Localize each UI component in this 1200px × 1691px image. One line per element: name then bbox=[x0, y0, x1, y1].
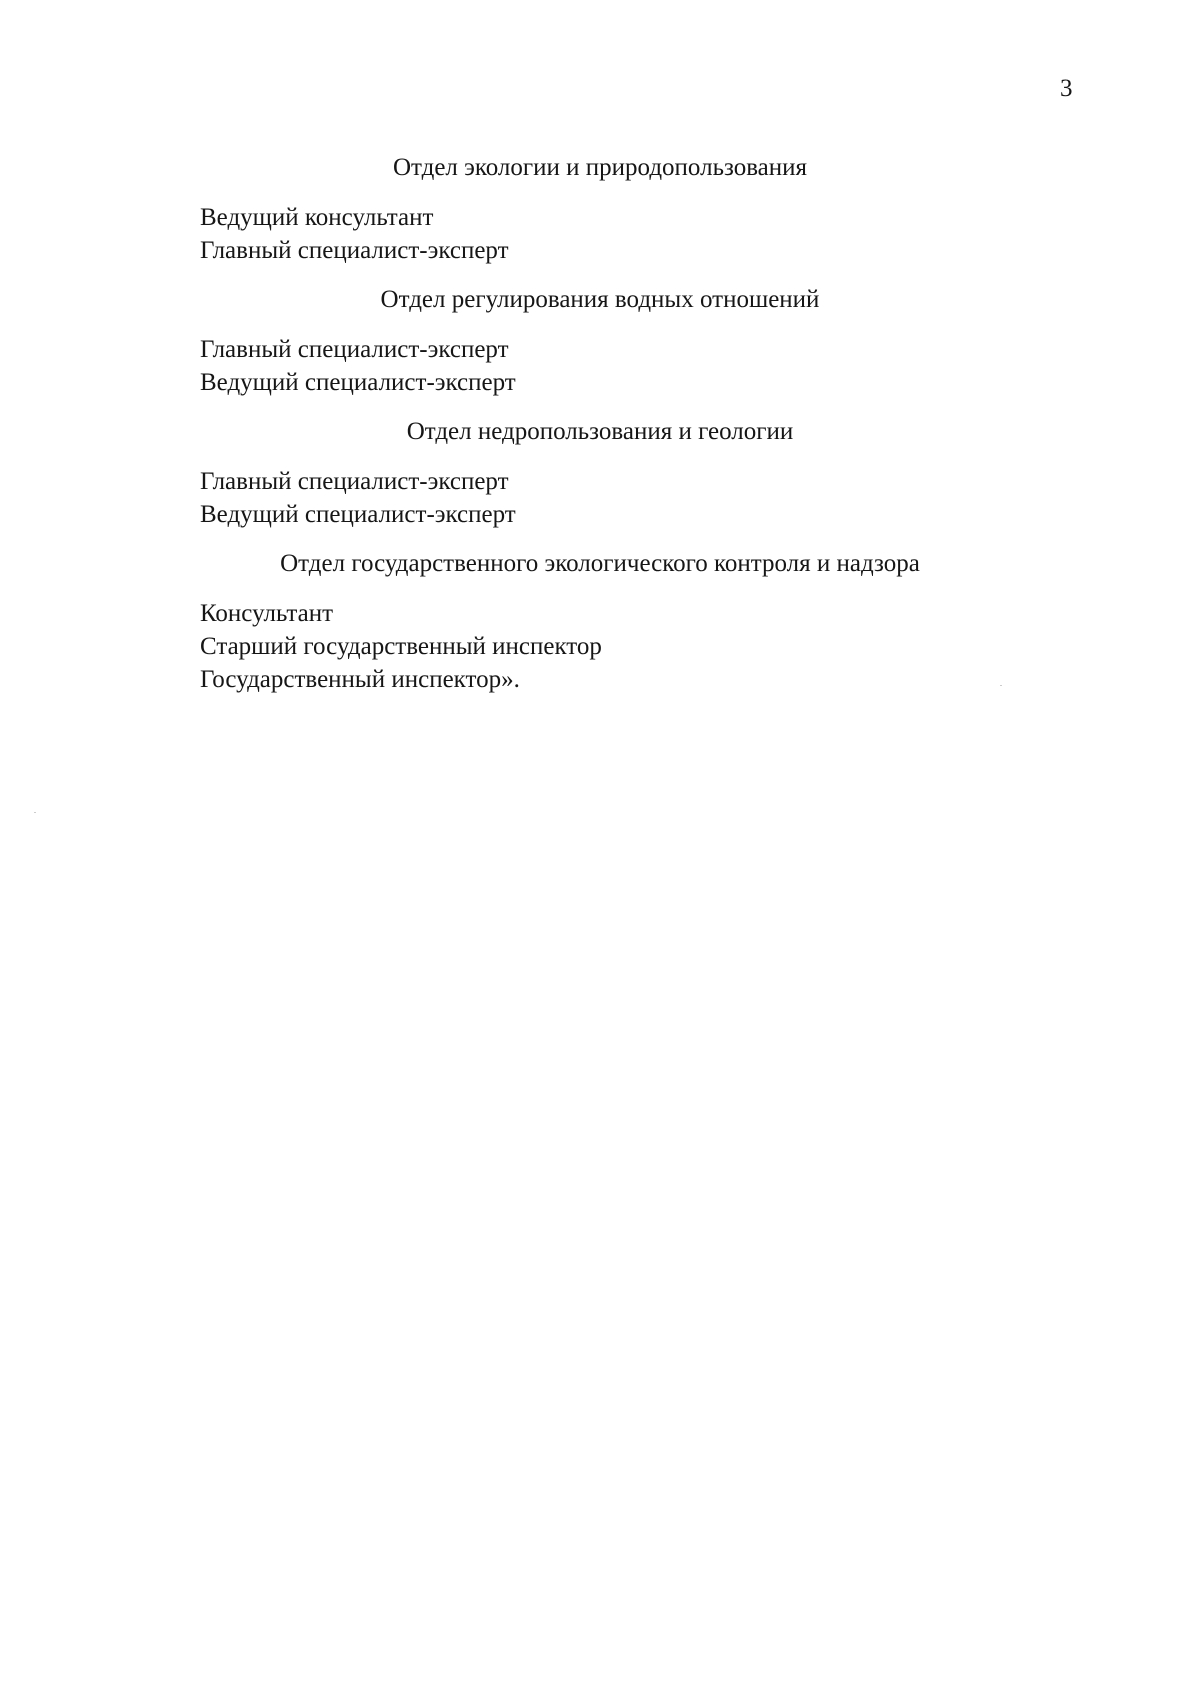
department-section bbox=[200, 548, 1000, 696]
position-item: Главный специалист-эксперт bbox=[200, 468, 509, 495]
department-section bbox=[200, 284, 1000, 399]
position-list bbox=[200, 201, 1000, 267]
department-section bbox=[200, 416, 1000, 531]
position-item: Ведущий специалист-эксперт bbox=[200, 501, 516, 528]
scan-speck bbox=[34, 812, 36, 813]
department-title: Отдел регулирования водных отношений bbox=[380, 286, 820, 313]
position-list bbox=[200, 333, 1000, 399]
position-item: Ведущий консультант bbox=[200, 204, 434, 231]
department-title: Отдел недропользования и геологии bbox=[406, 418, 794, 445]
scan-speck bbox=[1000, 685, 1002, 686]
position-item: Ведущий специалист-эксперт bbox=[200, 369, 516, 396]
document-body bbox=[200, 152, 1000, 713]
position-list bbox=[200, 597, 1000, 696]
position-item: Главный специалист-эксперт bbox=[200, 237, 509, 264]
page-number: 3 bbox=[1060, 75, 1073, 102]
position-item: Государственный инспектор». bbox=[200, 666, 520, 693]
position-item: Главный специалист-эксперт bbox=[200, 336, 509, 363]
position-item: Старший государственный инспектор bbox=[200, 633, 602, 660]
department-section bbox=[200, 152, 1000, 267]
position-list bbox=[200, 465, 1000, 531]
department-title: Отдел экологии и природопользования bbox=[392, 154, 808, 181]
department-title: Отдел государственного экологического контроля и надзора bbox=[280, 550, 920, 577]
position-item: Консультант bbox=[200, 600, 334, 627]
